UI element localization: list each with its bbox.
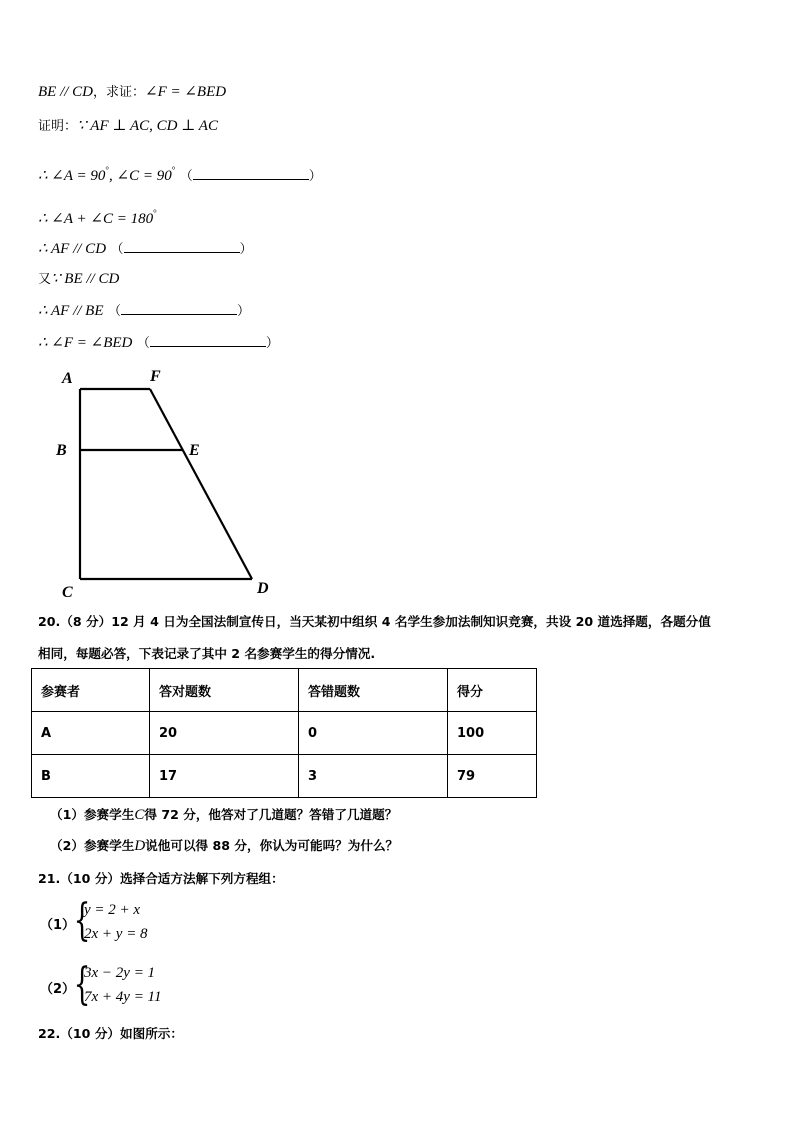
table-cell: B [32, 755, 150, 798]
answer-blank-3[interactable] [121, 300, 237, 315]
q20-intro-line2: 相同，每题必答，下表记录了其中 2 名参赛学生的得分情况. [38, 646, 376, 661]
table-row [32, 712, 537, 755]
open-paren: （ [136, 336, 150, 351]
label-b: B [56, 442, 67, 459]
sys2-eq2: 7x + 4y = 11 [84, 989, 162, 1005]
proof-step-4 [38, 269, 119, 290]
sys1-eq1: y = 2 + x [84, 902, 141, 918]
q20-sub1 [50, 805, 397, 825]
table-header-row [32, 669, 537, 712]
table-cell: 20 [150, 712, 299, 755]
q21-title: 21.（10 分）选择合适方法解下列方程组： [38, 871, 284, 886]
label-e: E [189, 442, 200, 459]
degree-mark: ° [153, 208, 157, 218]
step5-parallel: ∴ AF // BE [38, 303, 104, 319]
brace-icon: { [73, 895, 91, 946]
q20-intro-line1: 20.（8 分）12 月 4 日为全国法制宣传日，当天某初中组织 4 名学生参加法制知识竞赛，共设 20 道选择题，各题分值 [38, 614, 711, 629]
sub1-variable: C [134, 807, 145, 823]
answer-blank-2[interactable] [124, 238, 240, 253]
open-paren: （ [110, 242, 124, 257]
sys2-eq1: 3x − 2y = 1 [84, 965, 156, 981]
q22-title: 22.（10 分）如图所示： [38, 1026, 183, 1041]
header-cell: 答对题数 [150, 669, 299, 712]
proof-premise: ∵ AF ⊥ AC, CD ⊥ AC [77, 118, 218, 134]
score-table [31, 668, 537, 798]
also-label: 又 [38, 272, 52, 287]
table-cell: A [32, 712, 150, 755]
table-row [32, 755, 537, 798]
proof-label: 证明： [38, 119, 78, 134]
label-d: D [257, 580, 269, 597]
close-paren: ） [265, 336, 279, 351]
proof-step-6 [38, 332, 279, 354]
proof-step-3 [38, 238, 253, 260]
sub2-suffix: 说他可以得 88 分，你认为可能吗？为什么？ [145, 838, 399, 853]
geometry-figure [50, 362, 290, 602]
given-text: ，求证： [93, 85, 146, 100]
figure-lines [80, 389, 252, 579]
step4-parallel: ∵ BE // CD [51, 271, 120, 287]
answer-blank-4[interactable] [150, 332, 266, 347]
sub2-variable: D [134, 838, 146, 854]
table-cell: 79 [448, 755, 537, 798]
header-cell: 答错题数 [299, 669, 448, 712]
step1-angle-a: ∴ ∠A = 90 [38, 168, 106, 184]
q20-sub2 [50, 836, 398, 856]
sub1-suffix: 得 72 分，他答对了几道题？答错了几道题？ [144, 807, 398, 822]
header-cell: 参赛者 [32, 669, 150, 712]
step1-angle-c: , ∠C = 90 [109, 168, 172, 184]
open-paren: （ [107, 304, 121, 319]
close-paren: ） [308, 169, 322, 184]
sub1-prefix: （1）参赛学生 [50, 807, 135, 822]
step3-parallel: ∴ AF // CD [38, 241, 107, 257]
step6-conclusion: ∴ ∠F = ∠BED [38, 335, 133, 351]
table-cell: 3 [299, 755, 448, 798]
sub2-prefix: （2）参赛学生 [50, 838, 135, 853]
given-goal: ∠F = ∠BED [145, 84, 227, 100]
header-cell: 得分 [448, 669, 537, 712]
open-paren: （ [179, 169, 193, 184]
answer-blank-1[interactable] [193, 165, 309, 180]
close-paren: ） [239, 242, 253, 257]
given-parallel: BE // CD [38, 84, 93, 100]
proof-intro [38, 116, 218, 137]
degree-mark: ° [105, 165, 109, 175]
close-paren: ） [236, 304, 250, 319]
proof-step-2 [38, 203, 157, 229]
proof-step-5 [38, 300, 250, 322]
given-line [38, 82, 226, 103]
label-f: F [150, 368, 161, 385]
segment-fd [150, 389, 252, 579]
table-cell: 100 [448, 712, 537, 755]
proof-step-1 [38, 160, 322, 187]
sys1-eq2: 2x + y = 8 [84, 926, 148, 942]
table-cell: 0 [299, 712, 448, 755]
degree-mark: ° [171, 165, 176, 175]
sys2-label: （2） [40, 982, 76, 997]
brace-icon: { [73, 959, 91, 1010]
sys1-label: （1） [40, 918, 76, 933]
label-a: A [62, 370, 73, 387]
step2-sum: ∴ ∠A + ∠C = 180 [38, 211, 154, 227]
table-cell: 17 [150, 755, 299, 798]
label-c: C [62, 584, 73, 601]
